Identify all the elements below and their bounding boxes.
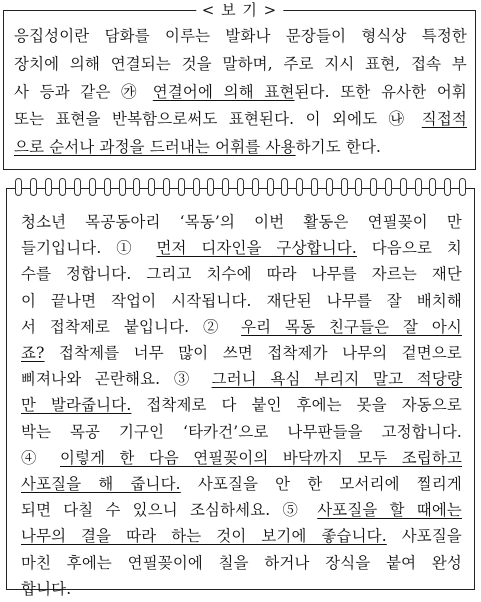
spiral-ring xyxy=(178,178,185,196)
spiral-ring xyxy=(89,178,96,196)
underlined-text: 나무의 결을 따라 하는 것이 보기에 좋습니다. xyxy=(21,527,387,546)
notebook-line xyxy=(21,523,462,549)
text-segment: 마친 후에는 연필꽂이에 칠을 하거나 장식을 붙여 완성 xyxy=(21,553,462,572)
spiral-ring xyxy=(193,178,200,196)
spiral-ring xyxy=(370,178,377,196)
spiral-ring xyxy=(296,178,303,196)
underlined-text: 그러니 욕심 부리지 말고 적당량 xyxy=(211,370,462,389)
underlined-text: 사포질을 해 줍니다. xyxy=(21,475,181,494)
text-segment: 청소년 목공동아리 ‘목동’의 이번 활동은 연필꽂이 만 xyxy=(21,213,462,231)
spiral-ring xyxy=(207,178,214,196)
spiral-ring xyxy=(15,178,22,196)
notebook-line xyxy=(21,550,462,576)
underlined-text: 먼저 디자인을 구상합니다. xyxy=(156,239,357,258)
spiral-ring xyxy=(459,178,466,196)
spiral-ring xyxy=(400,178,407,196)
spiral-ring xyxy=(281,178,288,196)
notebook-line xyxy=(21,471,462,497)
spiral-ring xyxy=(104,178,111,196)
notebook-line xyxy=(21,261,462,287)
notebook-line xyxy=(21,392,462,418)
text-segment: 합니다. xyxy=(21,579,72,598)
spiral-ring xyxy=(341,178,348,196)
text-segment: 다음으로 치 xyxy=(356,239,462,258)
spiral-ring xyxy=(385,178,392,196)
text-segment: 접착제를 너무 많이 쓰면 접착제가 나무의 겉면으로 xyxy=(44,344,462,363)
underlined-text: 이렇게 한 다음 연필꽂이의 바닥까지 모두 조립하고 xyxy=(60,448,463,467)
bogi-line xyxy=(14,79,467,107)
text-segment: 사포질을 안 한 모서리에 찔리게 xyxy=(180,475,462,494)
text-segment: 하기도 한다. xyxy=(295,138,382,157)
notebook-line xyxy=(21,497,462,523)
text-segment: 박는 목공 기구인 ‘타카건’으로 나무판들을 고정합니다. xyxy=(21,422,462,441)
text-segment: 사 등과 같은 ㉮ xyxy=(14,82,153,101)
spiral-ring xyxy=(74,178,81,196)
bogi-line xyxy=(14,23,467,51)
text-segment: ④ xyxy=(21,448,61,467)
notebook-line xyxy=(21,340,462,366)
text-segment: 서 접착제로 붙입니다. ② xyxy=(21,317,242,336)
notebook-line xyxy=(21,576,462,602)
underlined-text: 우리 목동 친구들은 잘 아시 xyxy=(241,317,462,336)
spiral-ring xyxy=(45,178,52,196)
spiral-ring xyxy=(355,178,362,196)
text-segment: 이 끝나면 작업이 시작됩니다. 재단된 나무를 잘 배치해 xyxy=(21,291,462,310)
spiral-ring xyxy=(267,178,274,196)
spiral-ring xyxy=(133,178,140,196)
spiral-ring xyxy=(326,178,333,196)
notebook-line xyxy=(21,419,462,445)
text-segment: 장치에 의해 연결되는 것을 말하며, 주로 지시 표현, 접속 부 xyxy=(14,54,467,73)
notebook-text xyxy=(21,209,462,602)
bogi-line xyxy=(14,134,467,162)
spiral-binding xyxy=(15,178,466,198)
text-segment: 들기입니다. ① xyxy=(21,239,157,258)
spiral-ring xyxy=(237,178,244,196)
text-segment: 수를 정합니다. 그리고 치수에 따라 나무를 자르는 재단 xyxy=(21,265,462,284)
spiral-ring xyxy=(59,178,66,196)
notebook-line xyxy=(21,288,462,314)
spiral-ring xyxy=(444,178,451,196)
notebook-line xyxy=(21,366,462,392)
underlined-text: 만 발라줍니다. xyxy=(21,396,132,415)
notebook-line xyxy=(21,314,462,340)
underlined-text: 사포질을 할 때에는 xyxy=(317,501,462,520)
notebook-line xyxy=(21,445,462,471)
underlined-text: 죠? xyxy=(21,344,45,363)
spiral-ring xyxy=(119,178,126,196)
text-segment: 삐져나와 곤란해요. ③ xyxy=(21,370,212,389)
bogi-line xyxy=(14,51,467,79)
spiral-ring xyxy=(163,178,170,196)
underlined-text: 연결어에 의해 표현 xyxy=(152,82,295,101)
spiral-ring xyxy=(222,178,229,196)
spiral-ring xyxy=(148,178,155,196)
bogi-title: < 보 기 > xyxy=(196,1,283,19)
spiral-ring xyxy=(415,178,422,196)
bogi-box xyxy=(3,1,476,170)
notebook-line xyxy=(21,235,462,261)
text-segment: 되면 다칠 수 있으니 조심하세요. ⑤ xyxy=(21,501,318,520)
spiral-ring xyxy=(30,178,37,196)
notebook-line xyxy=(21,209,462,235)
underlined-text: 직접적 xyxy=(421,110,467,129)
text-segment: 또는 표현을 반복함으로써도 표현된다. 이 외에도 ㉯ xyxy=(14,110,422,129)
spiral-ring xyxy=(429,178,436,196)
bogi-text xyxy=(14,23,467,162)
bogi-line xyxy=(14,106,467,134)
text-segment: 된다. 또한 유사한 어휘 xyxy=(294,82,468,101)
text-segment: 응집성이란 담화를 이루는 발화나 문장들이 형식상 특정한 xyxy=(14,27,467,45)
notebook-passage xyxy=(6,188,475,598)
text-segment: 접착제로 다 붙인 후에는 못을 자동으로 xyxy=(131,396,462,415)
spiral-ring xyxy=(311,178,318,196)
spiral-ring xyxy=(252,178,259,196)
underlined-text: 으로 순서나 과정을 드러내는 어휘를 사용 xyxy=(14,138,296,157)
text-segment: 사포질을 xyxy=(386,527,462,546)
